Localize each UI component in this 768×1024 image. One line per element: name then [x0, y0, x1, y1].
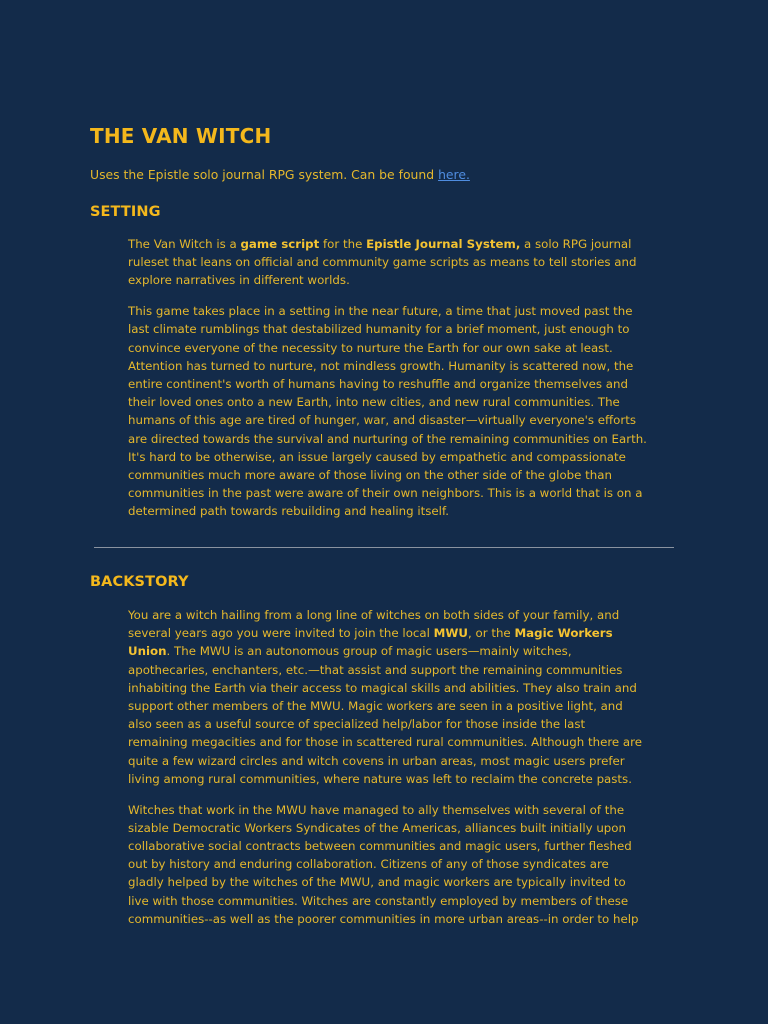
section-divider: [94, 547, 674, 548]
setting-section: [128, 235, 648, 533]
setting-p1-text-c: for the: [319, 237, 367, 251]
game-script-bold: game script: [240, 237, 320, 251]
backstory-p1-text-c: , or the: [468, 626, 515, 641]
setting-heading: SETTING: [90, 204, 161, 220]
intro-line: [90, 165, 690, 185]
backstory-p1-text-d: . The MWU is an autonomous group of magic users—mainly witches, apothecaries, enchanters, etc.—that assist and support the remaining communities inhabiting the Earth via their access to magical skills and abilities. They also train and support other members of the MWU. Magic workers are seen in a positive light, and also seen as a useful source of specialized help/labor for those inside the last remaining megacities and for those in scattered rural communities. Although there are quite a few wizard circles and witch covens in urban areas, most magic users prefer living among rural communities, where nature was left to reclaim the concrete pasts.: [128, 644, 643, 786]
backstory-paragraph-1: [128, 606, 648, 788]
page-title: THE VAN WITCH: [90, 124, 272, 148]
setting-paragraph-1: [128, 235, 648, 290]
setting-paragraph-2: This game takes place in a setting in the near future, a time that just moved past the last climate rumblings that destabilized humanity for a brief moment, just enough to convince everyone of the necessity to nurture the Earth for our own sake at least. Attention has turned to nurture, not mindless growth. Humanity is scattered now, the entire continent's worth of humans having to reshuffle and organize themselves and their loved ones onto a new Earth, into new cities, and new rural communities. The humans of this age are tired of hunger, war, and disaster—virtually everyone's efforts are directed towards the survival and nurturing of the remaining communities on Earth. It's hard to be otherwise, an issue largely caused by empathetic and compassionate communities much more aware of those living on the other side of the globe than communities in the past were aware of their own neighbors. This is a world that is on a determined path towards rebuilding and healing itself.: [128, 304, 647, 519]
backstory-p1-text-a: You are a witch hailing from a long line of witches on both sides of your family, and several years ago you were invited to join the local: [128, 608, 620, 641]
backstory-heading: BACKSTORY: [90, 574, 189, 590]
epistle-system-bold: Epistle Journal System,: [366, 237, 521, 251]
backstory-section: [128, 606, 648, 940]
here-link[interactable]: here.: [438, 167, 470, 182]
magic-workers-union-bold: Magic Workers Union: [128, 626, 613, 659]
setting-p1-text-d: a solo RPG journal ruleset that leans on official and community game scripts as means to tell stories and explore narratives in different worlds.: [128, 237, 637, 288]
intro-text: Uses the Epistle solo journal RPG system. Can be found: [90, 167, 439, 182]
mwu-bold: MWU: [433, 626, 468, 641]
backstory-paragraph-2: Witches that work in the MWU have managed to ally themselves with several of the sizable Democratic Workers Syndicates of the Americas, alliances built initially upon collaborative social contracts between communities and magic users, further fleshed out by history and enduring collaboration. Citizens of any of those syndicates are gladly helped by the witches of the MWU, and magic workers are typically invited to live with those communities. Witches are constantly employed by members of these communities--as well as the poorer communities in more urban areas--in order to help: [128, 802, 639, 926]
setting-p1-text-a: The Van Witch is a: [128, 237, 241, 251]
